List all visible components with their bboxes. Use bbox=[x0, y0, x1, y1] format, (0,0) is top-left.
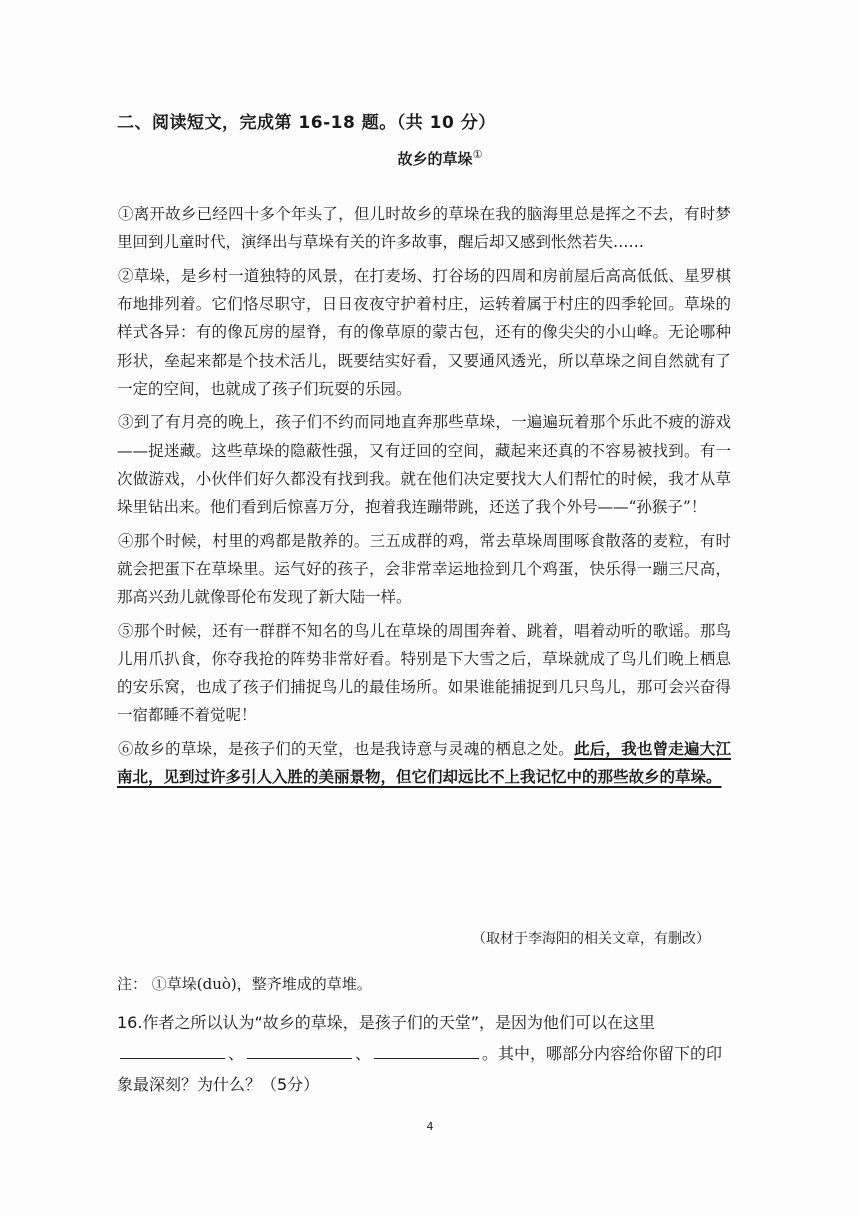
paragraph-4-text: ④那个时候，村里的鸡都是散养的。三五成群的鸡，常去草垛周围啄食散落的麦粒，有时就会把蛋下在草垛里。运气好的孩子，会非常幸运地捡到几个鸡蛋，快乐得一蹦三尺高，那高兴劲儿就像哥伦布发现了新大陆一样。 bbox=[117, 531, 731, 607]
paragraph-6-text: ⑥故乡的草垛，是孩子们的天堂，也是我诗意与灵魂的栖息之处。 bbox=[118, 740, 574, 759]
article-title bbox=[0, 148, 860, 169]
source-attribution: （取材于李海阳的相关文章，有删改） bbox=[472, 931, 710, 947]
paragraph-3-text: ③到了有月亮的晚上，孩子们不约而同地直奔那些草垛，一遍遍玩着那个乐此不疲的游戏——捉迷藏。这些草垛的隐蔽性强，又有迂回的空间，藏起来还真的不容易被找到。有一次做游戏，小伙伴们好久都没有找到我。就在他们决定要找大人们帮忙的时候，我才从草垛里钻出来。他们看到后惊喜万分，抱着我连蹦带跳，还送了我个外号——“孙猴子”！ bbox=[117, 413, 731, 517]
footnote: 注： ①草垛(duò)，整齐堆成的草堆。 bbox=[117, 975, 372, 993]
question-16 bbox=[117, 1007, 729, 1100]
answer-blank-2[interactable] bbox=[247, 1042, 352, 1059]
answer-blank-3[interactable] bbox=[374, 1042, 479, 1059]
paragraph-6 bbox=[117, 735, 731, 791]
paragraph-2-text: ②草垛，是乡村一道独特的风景，在打麦场、打谷场的四周和房前屋后高高低低、星罗棋布地排列着。它们恪尽职守，日日夜夜守护着村庄，运转着属于村庄的四季轮回。草垛的样式各异：有的像瓦房的屋脊，有的像草原的蒙古包，还有的像尖尖的小山峰。无论哪种形状，垒起来都是个技术活儿，既要结实好看，又要通风透光，所以草垛之间自然就有了一定的空间，也就成了孩子们玩耍的乐园。 bbox=[117, 266, 731, 398]
blank-separator-2: 、 bbox=[355, 1044, 372, 1063]
answer-blank-1[interactable] bbox=[120, 1042, 225, 1059]
paragraph-2 bbox=[117, 262, 731, 403]
underlined-sentence: 此后，我也曾走遍大江南北，见到过许多引人入胜的美丽景物，但它们却远比不上我记忆中的那些故乡的草垛。 bbox=[117, 739, 731, 787]
article-title-text: 故乡的草垛 bbox=[397, 150, 473, 168]
section-heading: 二、阅读短文，完成第 16-18 题。（共 10 分） bbox=[117, 113, 496, 133]
question-text-part1: 16.作者之所以认为“故乡的草垛，是孩子们的天堂”，是因为他们可以在这里 bbox=[117, 1013, 656, 1032]
page-number: 4 bbox=[426, 1120, 434, 1133]
title-note-mark: ① bbox=[472, 148, 483, 161]
article-body bbox=[117, 200, 731, 797]
paragraph-1-text: ①离开故乡已经四十多个年头了，但儿时故乡的草垛在我的脑海里总是挥之不去，有时梦里回到儿童时代，演绎出与草垛有关的许多故事，醒后却又感到怅然若失…… bbox=[117, 205, 731, 252]
paragraph-5-text: ⑤那个时候，还有一群群不知名的鸟儿在草垛的周围奔着、跳着，唱着动听的歌谣。那鸟儿用爪扒食，你夺我抢的阵势非常好看。特别是下大雪之后，草垛就成了鸟儿们晚上栖息的安乐窝，也成了孩子们捕捉鸟儿的最佳场所。如果谁能捕捉到几只鸟儿，那可会兴奋得一宿都睡不着觉呢！ bbox=[117, 621, 731, 725]
paragraph-3 bbox=[117, 408, 731, 521]
paragraph-5 bbox=[117, 617, 731, 730]
paragraph-4 bbox=[117, 527, 731, 612]
blank-separator-1: 、 bbox=[228, 1044, 245, 1063]
paragraph-1 bbox=[117, 200, 731, 256]
question-text-part2: 。其中，哪部分内容给你留下的印象最深刻？为什么？（5分） bbox=[117, 1044, 723, 1094]
